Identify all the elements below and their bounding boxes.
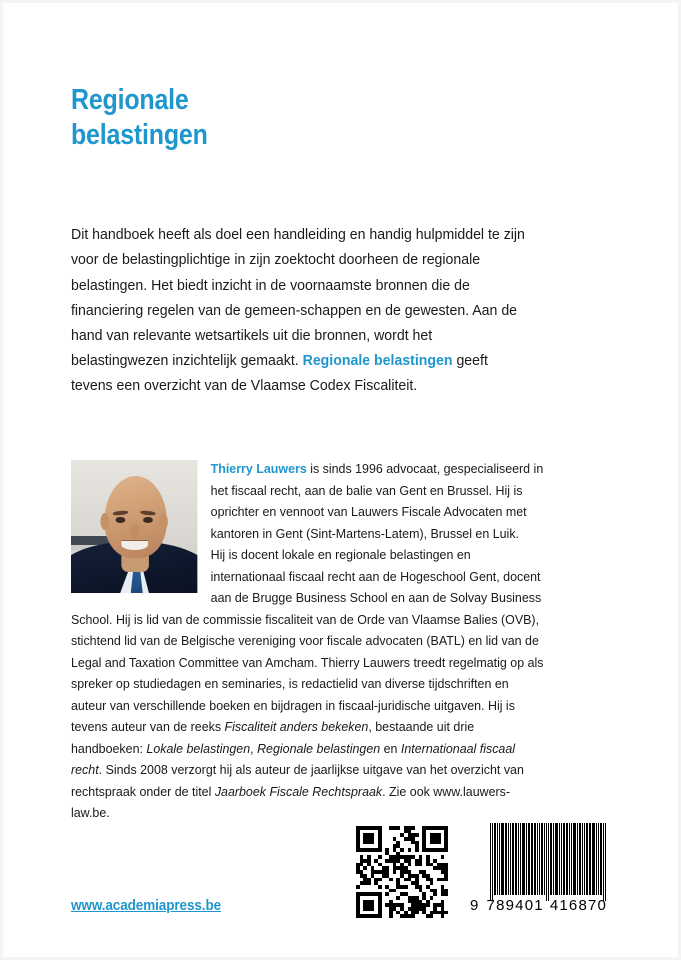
book-title-line-2: belastingen (71, 119, 208, 152)
book-blurb (71, 222, 529, 398)
blurb-highlight-title: Regionale belastingen (302, 352, 453, 370)
author-book-title-2: Regionale belastingen (257, 740, 381, 756)
author-bio-paragraph-5: . Zie ook www.lauwers-law.be. (71, 783, 511, 820)
barcode-bars (490, 823, 610, 901)
isbn-group-2: 416870 (549, 897, 608, 914)
author-photo (71, 460, 197, 593)
photo-eye-left (115, 517, 125, 522)
author-book-title-3: Internationaal fiscaal recht (71, 740, 516, 777)
book-title-line-1: Regionale (71, 84, 189, 117)
photo-nose (130, 525, 139, 538)
author-bio-paragraph-1: is sinds 1996 advocaat, gespecialiseerd in het fiscaal recht, aan de balie van Gent en Brussel. Hij is oprichter en vennoot van Lauwers Fiscale Advocaten met kantoren in Gent (Sint-Martens-Latem), Brussel en Luik. (210, 461, 544, 541)
author-series-title: Fiscaliteit anders bekeken (224, 719, 369, 734)
qr-code[interactable] (356, 826, 448, 918)
page-edge-left (0, 0, 3, 960)
isbn-group-1: 789401 (486, 897, 544, 914)
page-edge-top (0, 0, 681, 3)
author-book-title-1: Lokale belastingen (146, 740, 251, 756)
author-bio-paragraph-2: Hij is docent lokale en regionale belastingen en internationaal fiscaal recht aan de Hogeschool Gent, docent aan de Brugge Business School en aan de Solvay Business School. Hij is lid van de commissie fiscaliteit van de Orde van Vlaamse Balies (OVB), stichtend lid van de Belgische vereniging voor fiscale advocaten (BATL) en lid van de Legal and Taxation Committee van Amcham. Thierry Lauwers treedt regelmatig op als spreker op studiedagen en seminaries, is redactielid van diverse tijdschriften en auteur van verschillende boeken en bijdragen in fiscaal-juridische uitgaven. Hij is tevens auteur van de reeks (71, 547, 544, 734)
author-block (71, 458, 546, 824)
isbn-barcode (470, 823, 610, 923)
author-name: Thierry Lauwers (210, 461, 307, 476)
isbn-number (470, 897, 612, 914)
author-book-separator-1: , (250, 740, 258, 756)
publisher-website-link[interactable]: www.academiapress.be (71, 897, 222, 914)
photo-eye-right (143, 517, 153, 522)
author-yearbook-title: Jaarboek Fiscale Rechtspraak (214, 783, 383, 799)
photo-ear-left (100, 513, 109, 530)
isbn-lead-digit: 9 (470, 897, 480, 914)
blurb-text-part-2: geeft tevens een overzicht van de Vlaamse Codex Fiscaliteit. (71, 352, 488, 395)
author-book-separator-2: en (380, 740, 401, 756)
blurb-text-part-1: Dit handboek heeft als doel een handleiding en handig hulpmiddel te zijn voor de belastingplichtige in zijn zoektocht doorheen de regionale belastingen. Het biedt inzicht in de voornaamste bronnen die de financiering regelen van de gemeen-schappen en de gewesten. Aan de hand van relevante wetsartikels uit die bronnen, wordt het belastingwezen inzichtelijk gemaakt. (71, 226, 525, 370)
author-bio-paragraph-3: , bestaande uit drie handboeken: (71, 719, 475, 756)
book-title (71, 83, 432, 153)
author-bio-paragraph-4: . Sinds 2008 verzorgt hij als auteur de jaarlijkse uitgave van het overzicht van rechtspraak onder de titel (71, 762, 524, 799)
